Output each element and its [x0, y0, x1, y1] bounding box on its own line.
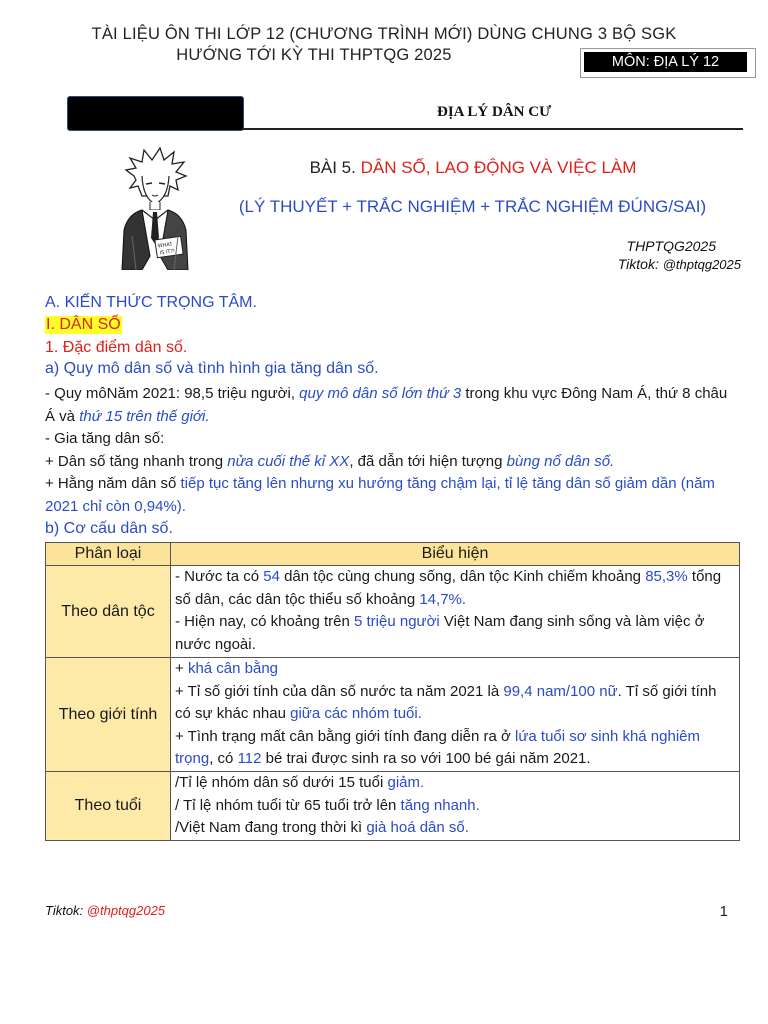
highlight-run: 99,4 nam/100 nữ [503, 682, 618, 700]
text-run: trong khu vực Đông Nam Á, thứ 8 châu Á và [45, 385, 728, 425]
section-heading-structure: b) Cơ cấu dân số. [45, 520, 173, 537]
footer-tiktok-handle: @thptqg2025 [86, 903, 166, 918]
text-run: / Tỉ lệ nhóm tuổi từ 65 tuổi trở lên [175, 796, 401, 814]
highlight-run: già hoá dân số. [366, 819, 469, 836]
lesson-subtitle: (LÝ THUYẾT + TRẮC NGHIỆM + TRẮC NGHIỆM ĐÚNG/SAI) [238, 197, 707, 216]
highlight-run: giữa các nhóm tuổi. [290, 705, 422, 722]
text-run: tổng số dân, các dân tộc thiểu số khoảng [175, 568, 722, 608]
highlight-run: tăng nhanh. [400, 796, 480, 814]
highlight-run: tiếp tục tăng lên nhưng xu hướng tăng chậm lại, tỉ lệ tăng dân số giảm dần (năm 2021 chỉ còn 0,94%). [45, 475, 715, 515]
text-run: /Tỉ lệ nhóm dân số dưới 15 tuổi [175, 774, 388, 791]
table-row [46, 658, 740, 772]
text-run: - Nước ta có [175, 568, 264, 585]
row-label-gender: Theo giới tính [46, 658, 171, 772]
text-run: , có [209, 750, 238, 767]
highlight-run: 14,7%. [419, 590, 467, 608]
table-row [46, 772, 740, 841]
highlight-run: bùng nổ dân số. [506, 453, 615, 470]
text-run: dân tộc cùng chung sống, dân tộc Kinh chiếm khoảng [279, 568, 646, 585]
section-heading-a: A. KIẾN THỨC TRỌNG TÂM. [45, 294, 257, 311]
highlight-run: 112 [237, 750, 262, 767]
highlight-run: quy mô dân số lớn thứ 3 [299, 385, 462, 402]
anime-character-illustration [112, 146, 198, 270]
text-run: + Tình trạng mất cân bằng giới tính đang diễn ra ở [175, 727, 516, 745]
highlight-run: 54 [263, 568, 280, 585]
lesson-number: BÀI 5. [309, 158, 361, 177]
highlight-run: khá cân bằng [187, 660, 279, 677]
text-run: - Quy môNăm 2021: 98,5 triệu người, [45, 385, 300, 402]
text-run: + [175, 660, 188, 677]
highlight-run: thứ 15 trên thế giới. [79, 407, 210, 425]
row-label-age: Theo tuổi [46, 772, 171, 841]
paragraph-growth-heading: - Gia tăng dân số: [45, 430, 165, 447]
highlight-run: 5 triệu người [354, 613, 440, 630]
credit-tiktok [560, 256, 741, 272]
table-header-row [46, 543, 740, 566]
text-run: , đã dẫn tới hiện tượng [349, 453, 507, 470]
text-run: + Tỉ số giới tính của dân số nước ta năm 2021 là [175, 682, 504, 700]
population-structure-table [45, 542, 740, 841]
subject-badge [580, 48, 756, 78]
paragraph-growth-bullet-2 [45, 473, 740, 518]
footer-tiktok [45, 903, 165, 918]
table-header-description: Biểu hiện [171, 543, 740, 566]
highlight-run: nửa cuối thế kỉ XX [227, 453, 350, 470]
row-content-age [171, 772, 740, 841]
table-row [46, 566, 740, 658]
credit-tiktok-handle: @thptqg2025 [662, 257, 741, 272]
chapter-tab-block [67, 96, 244, 131]
credit-tiktok-label: Tiktok: [617, 256, 663, 272]
text-run: + Hằng năm dân số [45, 475, 181, 492]
chapter-title: ĐỊA LÝ DÂN CƯ [436, 104, 552, 120]
highlight-run: 85,3% [645, 568, 688, 585]
svg-text:WHAT: WHAT [157, 241, 173, 250]
text-run: Việt Nam đang sinh sống và làm việc ở nước ngoài. [175, 613, 705, 653]
section-heading-characteristics: 1. Đặc điểm dân số. [45, 339, 188, 356]
paragraph-population-scale [45, 383, 740, 428]
lesson-title [248, 158, 698, 178]
subject-label: MÔN: ĐỊA LÝ 12 [584, 52, 747, 72]
section-heading-scale-growth: a) Quy mô dân số và tình hình gia tăng dân số. [45, 360, 379, 377]
text-run: /Việt Nam đang trong thời kì [175, 819, 367, 836]
document-header-line-2: HƯỚNG TỚI KỲ THI THPTQG 2025 [176, 46, 452, 64]
document-header-line-1: TÀI LIỆU ÔN THI LỚP 12 (CHƯƠNG TRÌNH MỚI) DÙNG CHUNG 3 BỘ SGK [91, 25, 677, 43]
footer-tiktok-label: Tiktok: [45, 903, 87, 918]
row-content-ethnic [171, 566, 740, 658]
text-run: + Dân số tăng nhanh trong [45, 453, 228, 470]
table-header-category: Phân loại [46, 543, 171, 566]
row-label-ethnic: Theo dân tộc [46, 566, 171, 658]
credit-line: THPTQG2025 [626, 238, 716, 254]
text-run: - Hiện nay, có khoảng trên [175, 613, 354, 630]
lesson-title-text: DÂN SỐ, LAO ĐỘNG VÀ VIỆC LÀM [360, 158, 637, 177]
svg-text:IS IT?!: IS IT?! [159, 248, 176, 257]
highlight-run: giảm. [387, 774, 425, 791]
section-heading-population: I. DÂN SỐ [46, 316, 121, 333]
page-number: 1 [719, 903, 728, 920]
chapter-divider [242, 128, 743, 130]
text-run: . Tỉ số giới tính có sự khác nhau [175, 682, 717, 722]
text-run: bé trai được sinh ra so với 100 bé gái năm 2021. [261, 750, 591, 767]
row-content-gender [171, 658, 740, 772]
highlight-run: lứa tuổi sơ sinh khá nghiêm trọng [175, 727, 701, 767]
paragraph-growth-bullet-1 [45, 451, 740, 474]
